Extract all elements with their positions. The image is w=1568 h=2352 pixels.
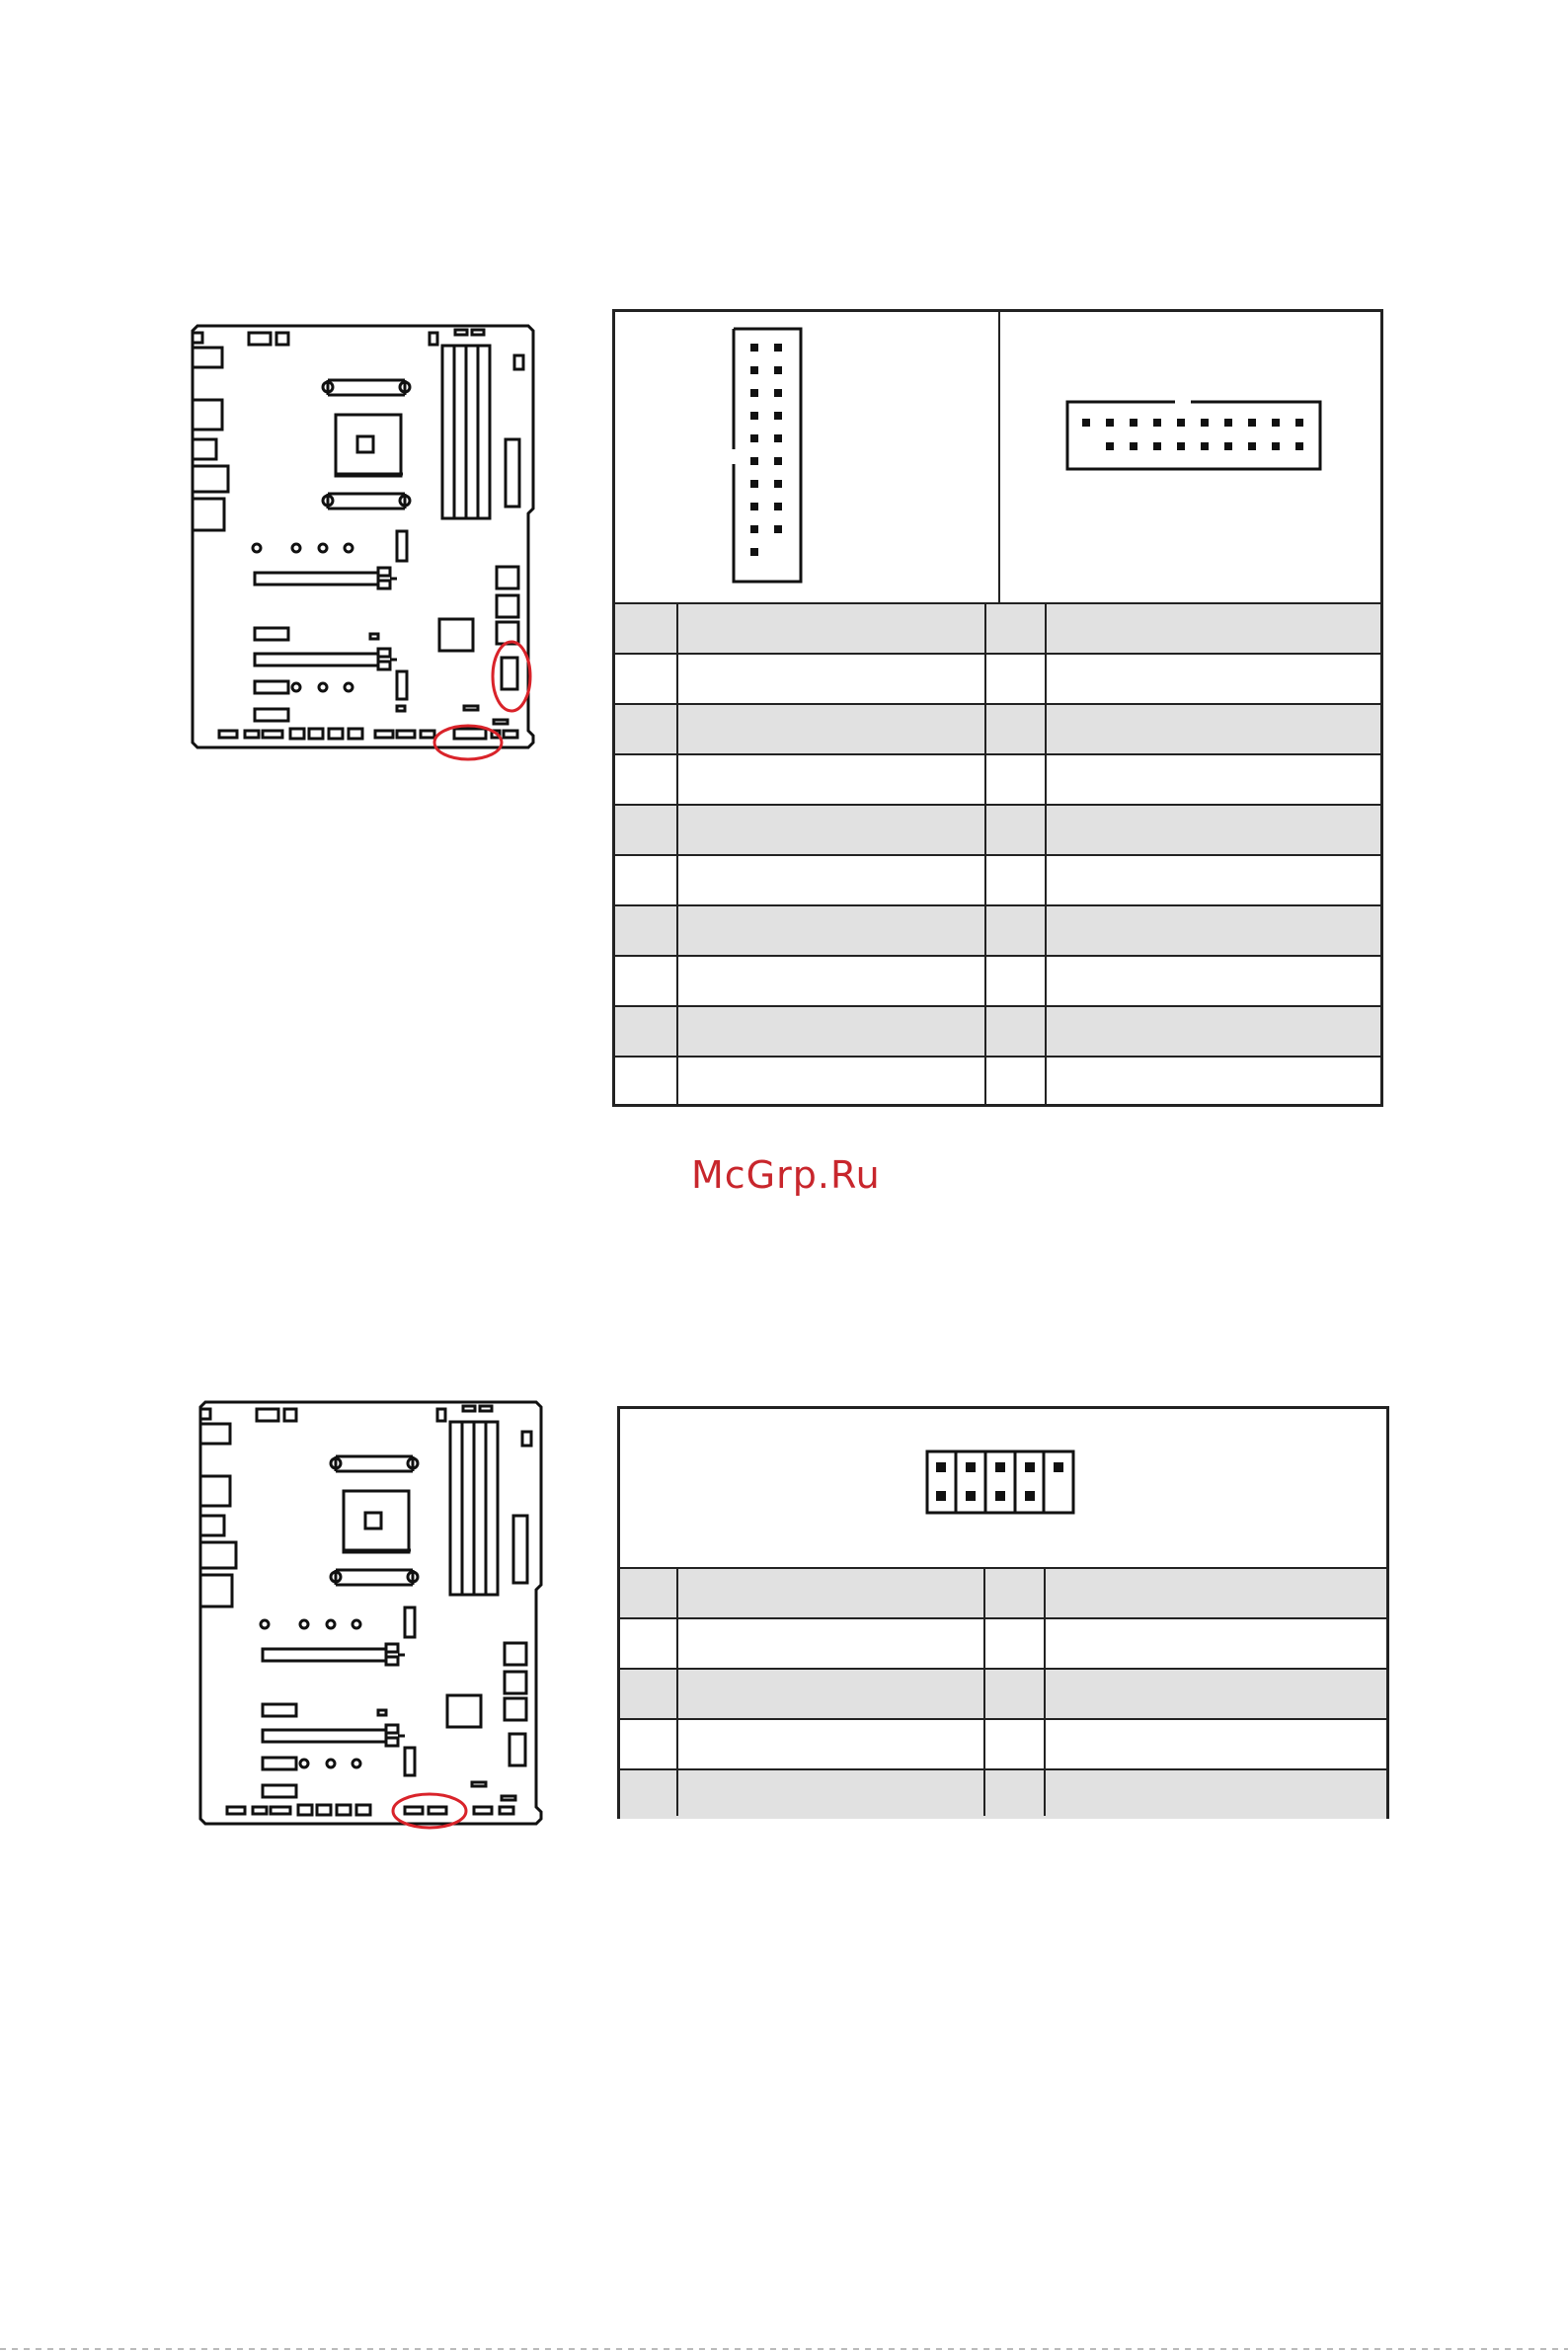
pin-definition-table-1 (612, 309, 1383, 1107)
highlight-circle (434, 726, 502, 759)
motherboard-diagram-1 (188, 316, 543, 770)
diagram-divider (998, 312, 1000, 602)
highlight-circle (493, 642, 530, 711)
horizontal-header-connector (1064, 399, 1323, 472)
page-bottom-rule (0, 2348, 1568, 2350)
vertical-header-connector (731, 326, 804, 585)
table-columns (615, 602, 1380, 1104)
connector-diagram-area (615, 312, 1380, 604)
watermark-text: McGrp.Ru (691, 1153, 881, 1197)
table-columns (620, 1567, 1386, 1816)
motherboard-diagram-2 (196, 1392, 551, 1846)
front-panel-header-connector (924, 1449, 1076, 1516)
connector-diagram-area (620, 1409, 1386, 1569)
pin-definition-table-2 (617, 1406, 1389, 1819)
